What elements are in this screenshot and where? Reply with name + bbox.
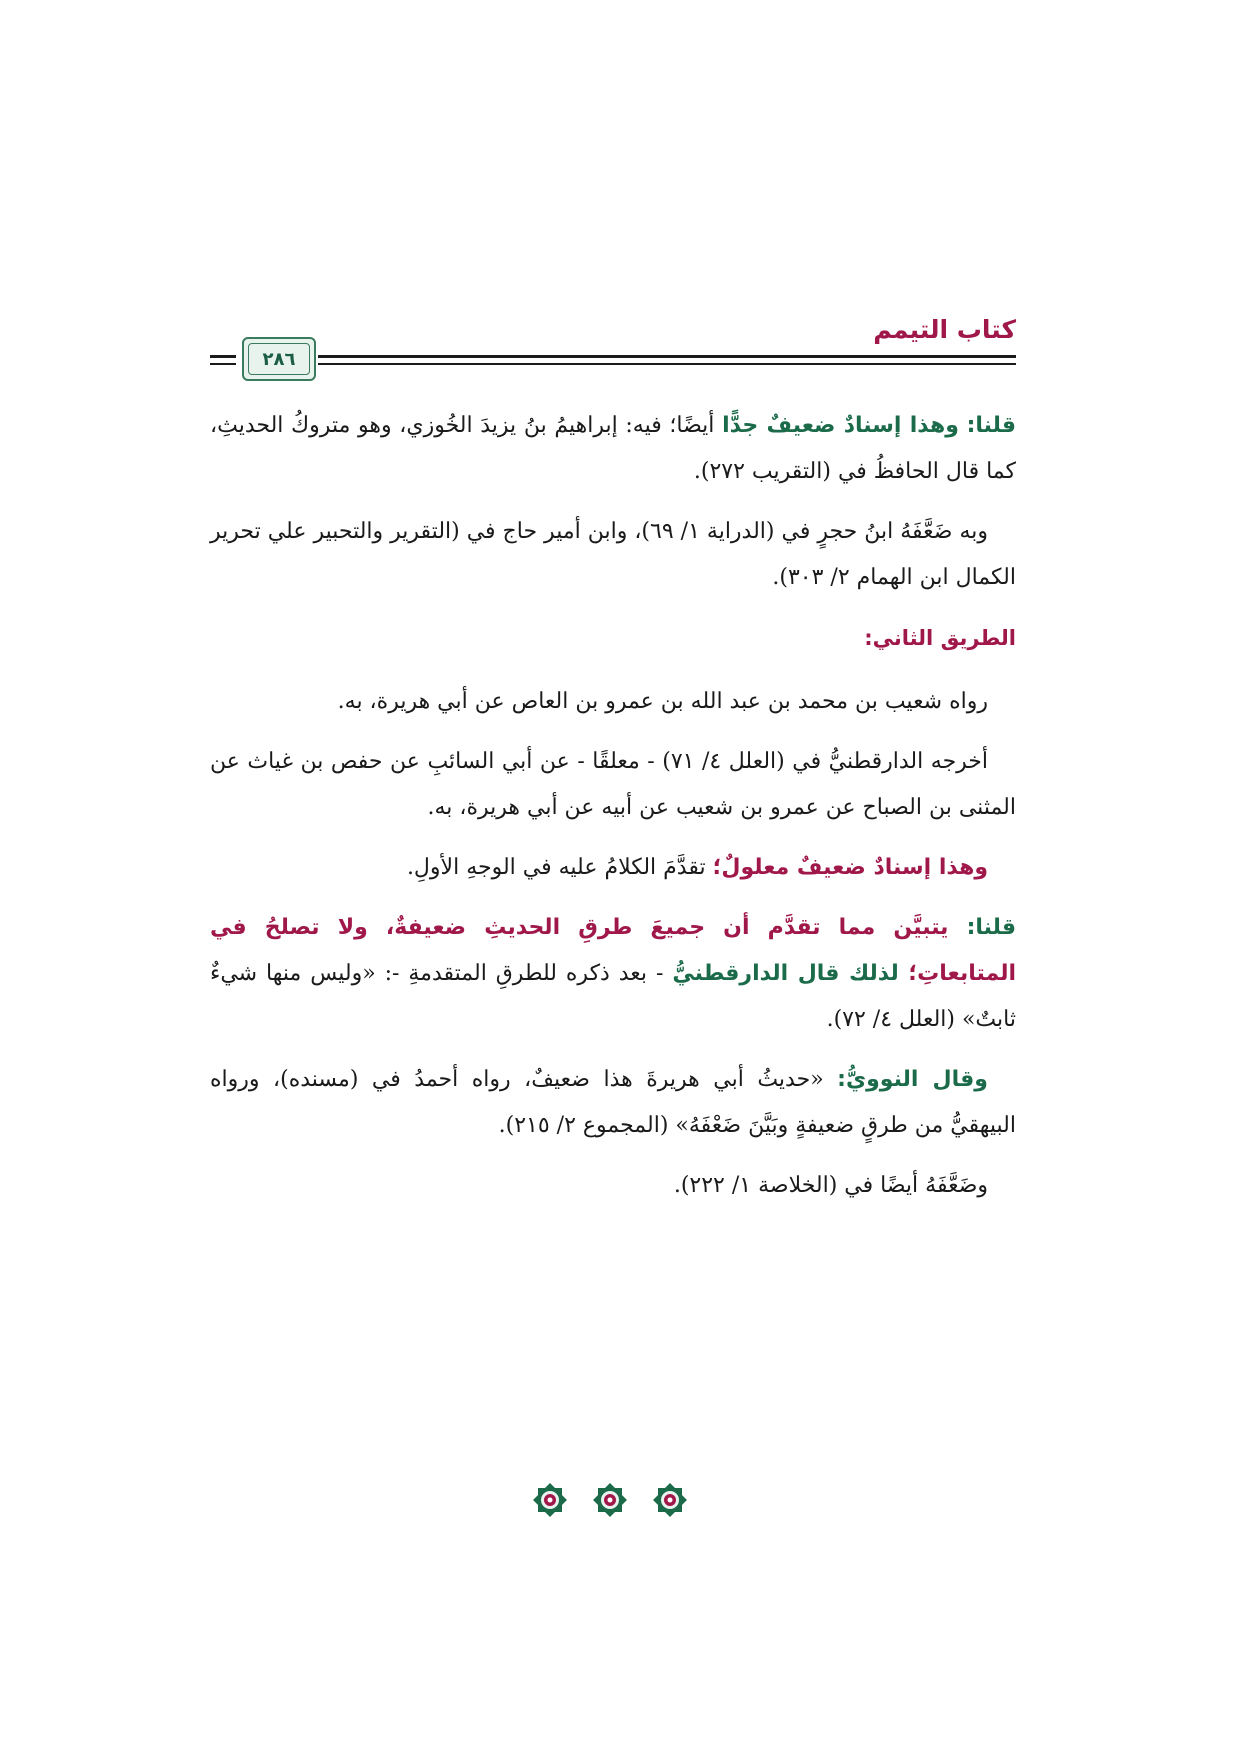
paragraph-label: قلنا:: [966, 413, 1017, 438]
ornament-icon: [530, 1480, 570, 1520]
paragraph: أخرجه الدارقطنيُّ في (العلل ٤/ ٧١) - معلقًا - عن أبي السائبِ عن حفص بن غياث عن المثنى بن الصباح عن عمرو بن شعيب عن أبيه عن أبي هريرة، به.: [210, 749, 1016, 820]
paragraph: رواه شعيب بن محمد بن عبد الله بن عمرو بن العاص عن أبي هريرة، به.: [337, 689, 988, 714]
highlight-text: يتبيَّن مما تقدَّم أن جميعَ طرقِ الحديثِ ضعيفةٌ، ولا تصلحُ في المتابعاتِ؛: [210, 915, 1016, 986]
paragraph-text: تقدَّمَ الكلامُ عليه في الوجهِ الأولِ.: [406, 855, 713, 880]
section-end-ornaments: [530, 1478, 690, 1522]
page-header: [210, 315, 1016, 385]
page-number-frame: [242, 337, 316, 381]
paragraph: [210, 845, 1016, 891]
paragraph: [210, 403, 1016, 495]
header-rule: [318, 355, 1016, 358]
header-rule: [210, 355, 236, 358]
book-title: كتاب التيمم: [873, 315, 1016, 344]
page-body: [210, 403, 1016, 1223]
paragraph-text: «حديثُ أبي هريرةَ هذا ضعيفٌ، رواه أحمدُ في (مسنده)، ورواه البيهقيُّ من طرقٍ ضعيفةٍ وبَيَّنَ ضَعْفَهُ» (المجموع ٢/ ٢١٥).: [210, 1067, 1016, 1138]
header-rule: [210, 363, 236, 365]
highlight-text: لذلك قال الدارقطنيُّ: [672, 961, 909, 986]
ornament-icon: [650, 1480, 690, 1520]
paragraph: وبه ضَعَّفَهُ ابنُ حجرٍ في (الدراية ١/ ٦٩)، وابن أمير حاج في (التقرير والتحبير علي تحرير الكمال ابن الهمام ٢/ ٣٠٣).: [210, 519, 1016, 590]
highlight-text: وهذا إسنادٌ ضعيفٌ جدًّا: [722, 413, 959, 438]
highlight-text: وقال النوويُّ:: [837, 1067, 988, 1092]
paragraph-text: أيضًا؛ فيه: إبراهيمُ بنُ يزيدَ الخُوزي، وهو متروكُ الحديثِ، كما قال الحافظُ في (التقريب ٢٧٢).: [210, 413, 1016, 484]
paragraph: وضَعَّفَهُ أيضًا في (الخلاصة ١/ ٢٢٢).: [673, 1173, 988, 1198]
paragraph-text: - بعد ذكره للطرقِ المتقدمةِ -: «وليس منها شيءٌ ثابتٌ» (العلل ٤/ ٧٢).: [210, 961, 1016, 1032]
page-number: ٢٨٦: [262, 348, 296, 370]
ornament-icon: [590, 1480, 630, 1520]
header-rule: [318, 363, 1016, 365]
paragraph: [210, 905, 1016, 1043]
highlight-text: وهذا إسنادٌ ضعيفٌ معلولٌ؛: [712, 855, 988, 880]
paragraph-label: قلنا:: [966, 915, 1016, 940]
section-heading: الطريق الثاني:: [864, 626, 1016, 650]
paragraph: [210, 1057, 1016, 1149]
